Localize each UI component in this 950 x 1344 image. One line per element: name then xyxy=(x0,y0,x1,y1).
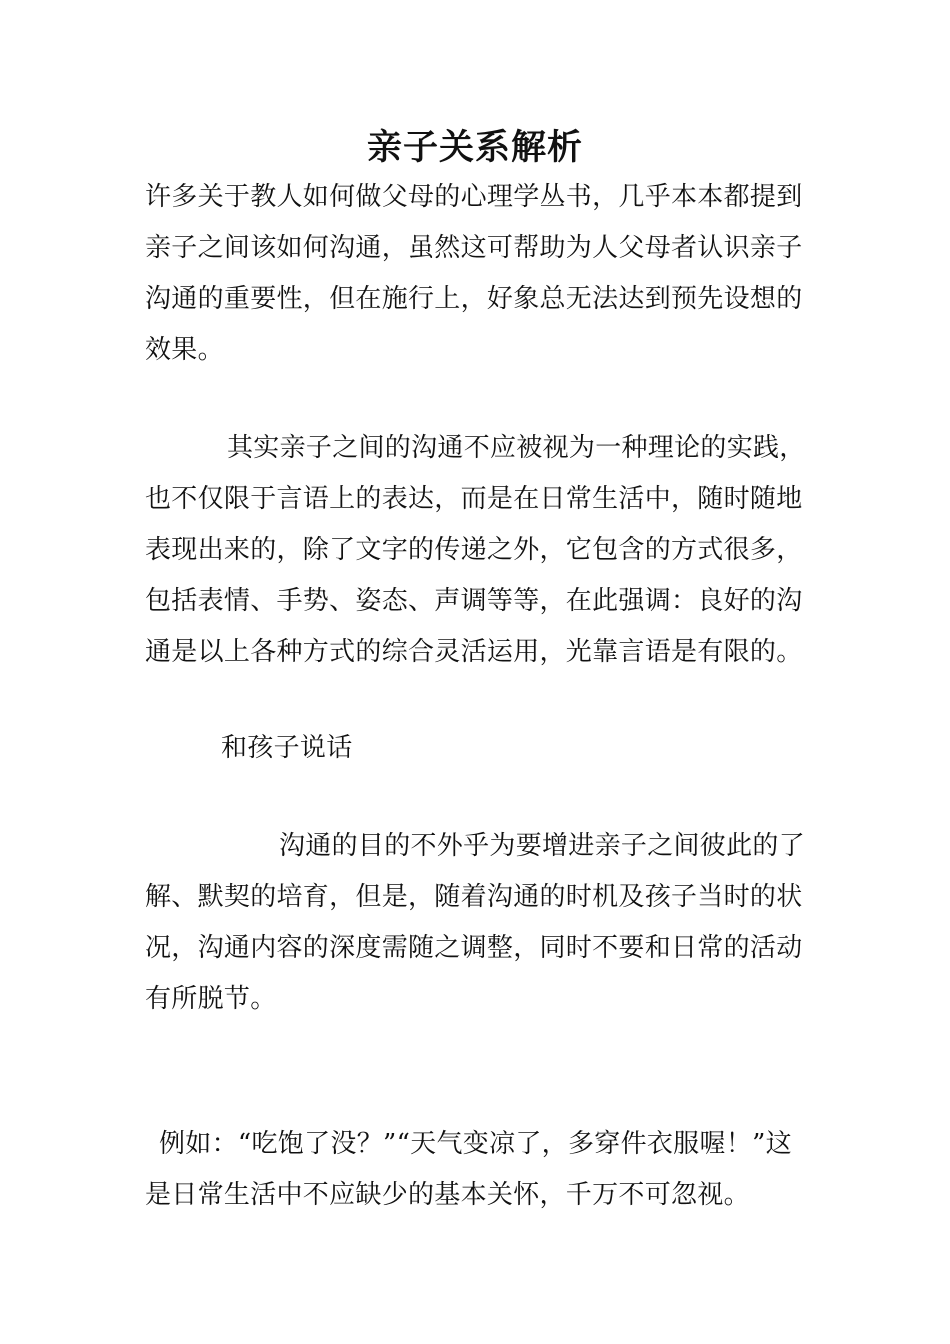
paragraph-example: 例如：“吃饱了没？”“天气变凉了，多穿件衣服喔！”这是日常生活中不应缺少的基本关怀，千万不可忽视。 xyxy=(145,1129,792,1210)
section-heading-talk-to-children: 和孩子说话 xyxy=(221,733,353,763)
document-title: 亲子关系解析 xyxy=(366,128,583,168)
paragraph-communication-purpose: 沟通的目的不外乎为要增进亲子之间彼此的了解、默契的培育，但是，随着沟通的时机及孩子当时的状况，沟通内容的深度需随之调整，同时不要和日常的活动有所脱节。 xyxy=(145,831,806,1014)
paragraph-communication-forms: 其实亲子之间的沟通不应被视为一种理论的实践，也不仅限于言语上的表达，而是在日常生活中，随时随地表现出来的，除了文字的传递之外，它包含的方式很多，包括表情、手势、姿态、声调等等，在此强调：良好的沟通是以上各种方式的综合灵活运用，光靠言语是有限的。 xyxy=(145,433,806,667)
paragraph-intro: 许多关于教人如何做父母的心理学丛书，几乎本本都提到亲子之间该如何沟通，虽然这可帮助为人父母者认识亲子沟通的重要性，但在施行上，好象总无法达到预先设想的效果。 xyxy=(145,182,803,365)
